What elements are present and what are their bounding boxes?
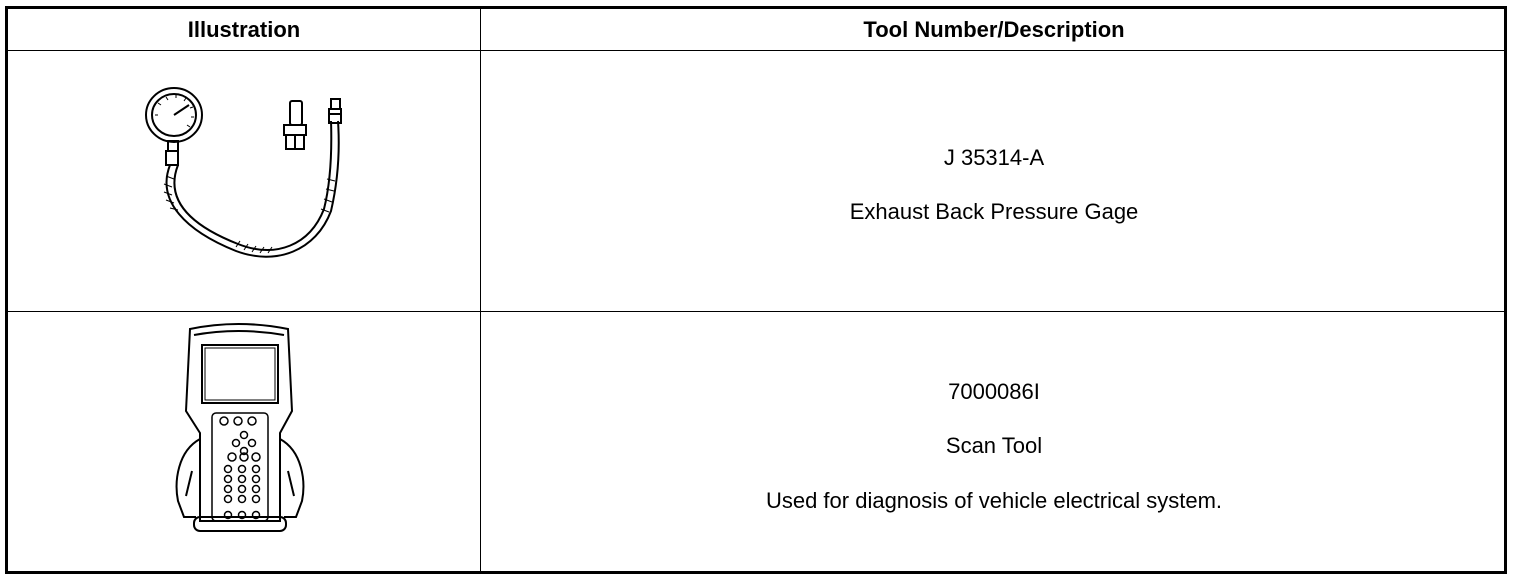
row-1-text [481,51,1507,311]
tool-description: Scan Tool [945,433,1043,458]
scan-tool-icon [168,321,308,551]
tool-description: Exhaust Back Pressure Gage [849,199,1139,224]
tool-note: Used for diagnosis of vehicle electrical system. [765,488,1223,513]
tool-table [5,6,1507,574]
header-tool-number-description: Tool Number/Description [863,16,1125,42]
tool-number: 7000086I [948,379,1040,404]
row-2-text [481,312,1507,574]
tool-number: J 35314-A [943,145,1045,170]
pressure-gauge-hose-icon [126,81,366,281]
header-illustration: Illustration [187,16,301,42]
